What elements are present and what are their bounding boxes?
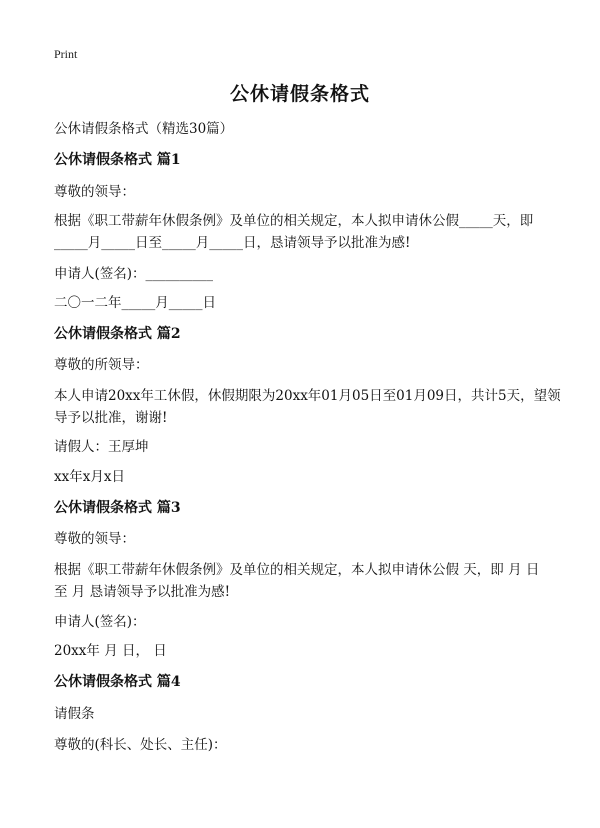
section-3-body-line-1: 根据《职工带薪年休假条例》及单位的相关规定，本人拟申请休公假 天，即 月 日 xyxy=(54,562,540,578)
section-1-greeting: 尊敬的领导： xyxy=(54,184,135,200)
section-2-body-line-2: 导予以批准，谢谢! xyxy=(54,410,168,426)
section-3-applicant: 申请人(签名)： xyxy=(54,614,146,630)
print-link[interactable]: Print xyxy=(54,47,78,61)
section-2-body-line-1: 本人申请20xx年工休假，休假期限为20xx年01月05日至01月09日，共计5天，望领 xyxy=(54,388,561,404)
section-heading-1: 公休请假条格式 篇1 xyxy=(54,152,181,168)
doc-subtitle: 公休请假条格式（精选30篇） xyxy=(54,121,234,137)
section-3-greeting: 尊敬的领导： xyxy=(54,531,135,547)
page-title: 公休请假条格式 xyxy=(229,83,370,105)
section-4-line-1: 请假条 xyxy=(54,706,95,722)
section-1-body-line-2: _____月_____日至_____月_____日，恳请领导予以批准为感! xyxy=(54,235,411,251)
section-4-greeting: 尊敬的(科长、处长、主任)： xyxy=(54,737,227,753)
section-2-date: xx年x月x日 xyxy=(54,469,125,485)
section-2-greeting: 尊敬的所领导： xyxy=(54,357,149,373)
section-1-body-line-1: 根据《职工带薪年休假条例》及单位的相关规定，本人拟申请休公假_____天，即 xyxy=(54,213,534,229)
section-3-date: 20xx年 月 日， 日 xyxy=(54,643,167,659)
section-heading-2: 公休请假条格式 篇2 xyxy=(54,326,181,342)
section-heading-3: 公休请假条格式 篇3 xyxy=(54,500,181,516)
section-1-date: 二〇一二年_____月_____日 xyxy=(54,295,216,311)
section-3-body-line-2: 至 月 恳请领导予以批准为感! xyxy=(54,584,231,600)
section-heading-4: 公休请假条格式 篇4 xyxy=(54,674,181,690)
section-1-applicant: 申请人(签名)：__________ xyxy=(54,266,214,282)
section-2-applicant: 请假人：王厚坤 xyxy=(54,439,149,455)
